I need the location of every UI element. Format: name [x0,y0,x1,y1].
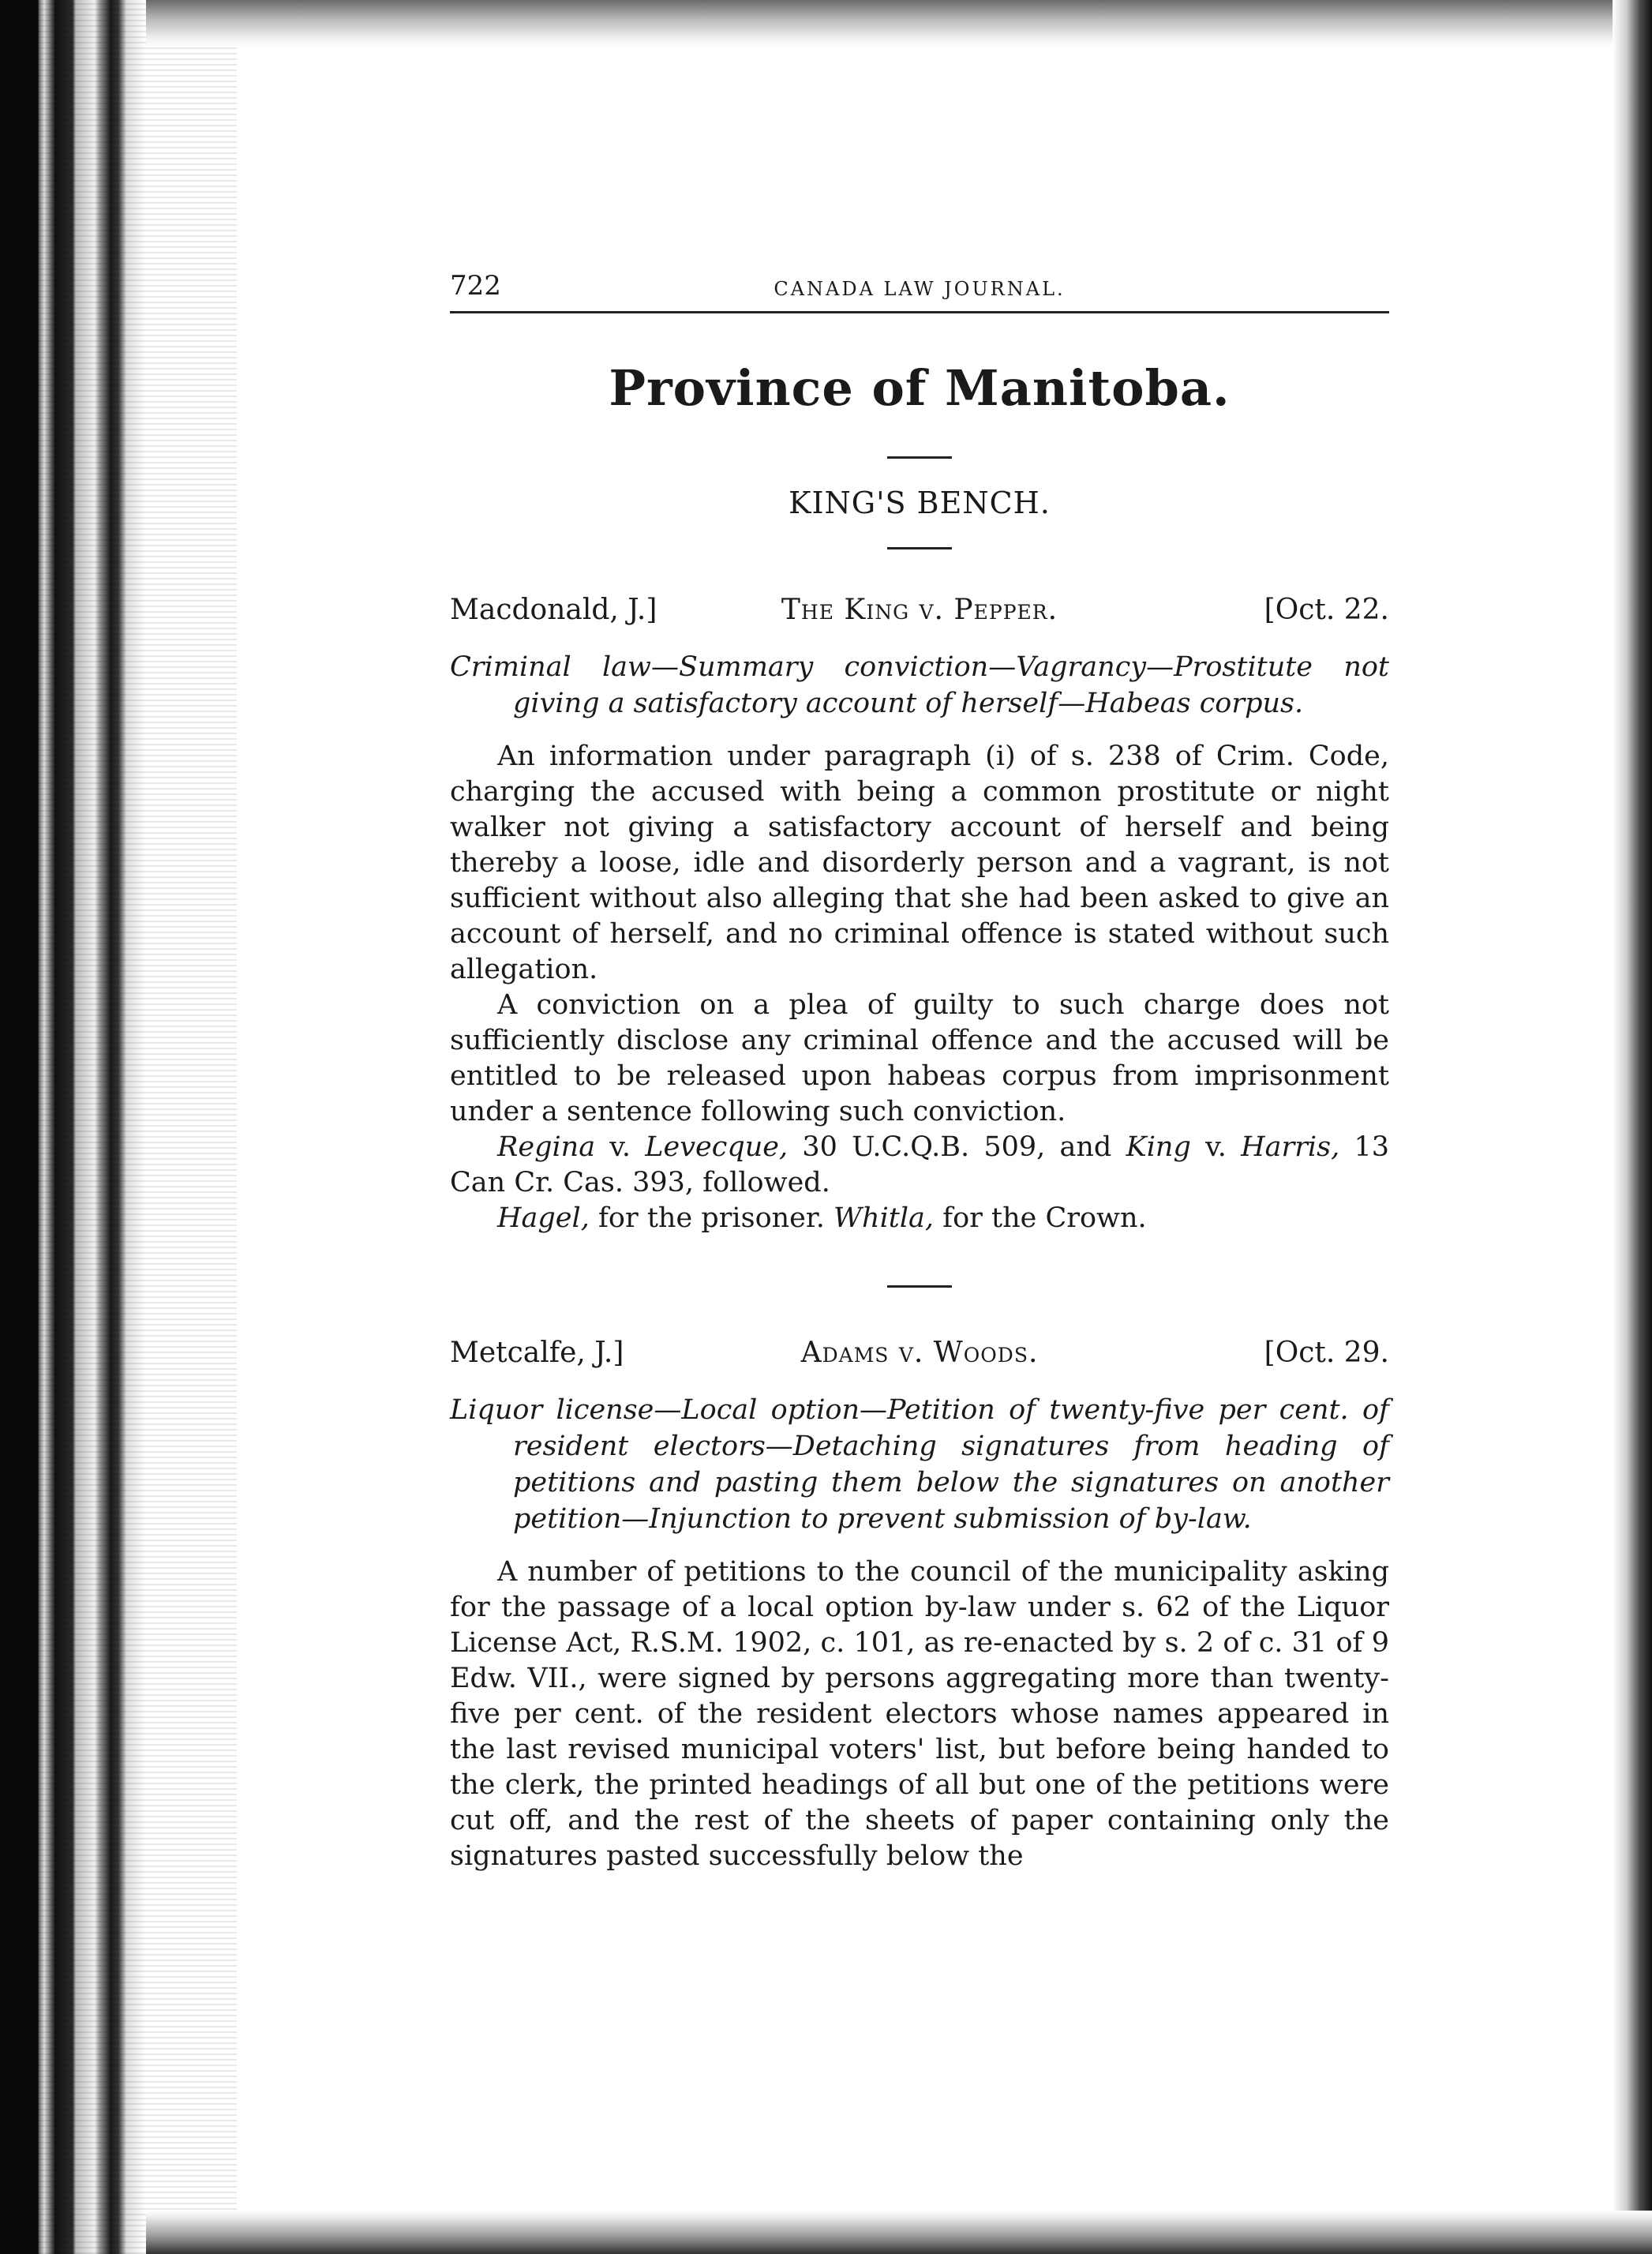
section-title: Province of Manitoba. [609,359,1231,417]
case-name: Levecque, [645,1131,789,1163]
case-date: [Oct. 22. [1264,594,1389,626]
case-name: King [1126,1131,1191,1163]
citation-text: v. [595,1131,646,1163]
counsel-role: for the Crown. [934,1202,1147,1234]
scan-right-edge [1613,0,1652,2254]
judge-name: Macdonald, J.] [450,594,657,626]
running-head [450,261,1389,308]
counsel-line [450,1201,1389,1236]
citation [450,1130,1389,1201]
section-divider [887,1285,952,1288]
citation-text: 30 U.C.Q.B. 509, and [788,1131,1126,1163]
header-rule [450,311,1389,313]
case-name: Harris, [1241,1131,1340,1163]
counsel-role: for the prisoner. [589,1202,834,1234]
scan-bottom-edge [146,2211,1652,2254]
court-name: KING'S BENCH. [789,486,1051,520]
paragraph: A number of petitions to the council of the municipality asking for the passage of a local option by-law under s. 62 of the Liquor License Act, R.S.M. 1902, c. 101, as re-enacted by s. 2 of c. 31 of 9 Edw. VII., were signed by persons aggregating more than twenty-five per cent. of the resident electors whose names appeared in the last revised municipal voters' list, but before being handed to the clerk, the printed headings of all but one of the petitions were cut off, and the rest of the sheets of paper containing only the signatures pasted successfully below the [450,1556,1389,1872]
case-caption [450,1337,1389,1376]
paragraph: A conviction on a plea of guilty to such charge does not sufficiently disclose any criminal offence and the accused will be entitled to be released upon habeas corpus from imprisonment under a sentence following such conviction. [450,989,1389,1127]
ornament-rule [887,456,952,459]
citation-text: 13 Can Cr. Cas. 393, followed. [450,1131,1389,1198]
case-name: Regina [497,1131,596,1163]
journal-page [450,261,1389,1874]
headnote: Criminal law—Summary conviction—Vagrancy—Prostitute not giving a satisfactory account of herself—Habeas corpus. [450,651,1389,719]
headnote: Liquor license—Local option—Petition of twenty-five per cent. of resident electors—Detaching signatures from heading of petitions and pasting them below the signatures on another petition—Injunction to prevent submission of by-law. [450,1394,1389,1535]
counsel-name: Hagel, [497,1202,590,1234]
scan-noise [0,0,237,2254]
paragraph: An information under paragraph (i) of s. 238 of Crim. Code, charging the accused with being a common prostitute or night walker not giving a satisfactory account of herself and being thereby a loose, idle and disorderly person and a vagrant, is not sufficient without also alleging that she had been asked to give an account of herself, and no criminal offence is stated without such allegation. [450,741,1389,985]
page-number: 722 [450,270,501,302]
case-date: [Oct. 29. [1264,1337,1389,1369]
case-caption [450,594,1389,633]
case-title: The King v. Pepper. [781,594,1058,626]
case-title: Adams v. Woods. [800,1337,1039,1369]
citation-text: v. [1190,1131,1242,1163]
judge-name: Metcalfe, J.] [450,1337,624,1369]
ornament-rule [887,547,952,549]
counsel-name: Whitla, [833,1202,935,1234]
journal-title: CANADA LAW JOURNAL. [774,278,1066,300]
scan-top-edge [146,0,1652,47]
